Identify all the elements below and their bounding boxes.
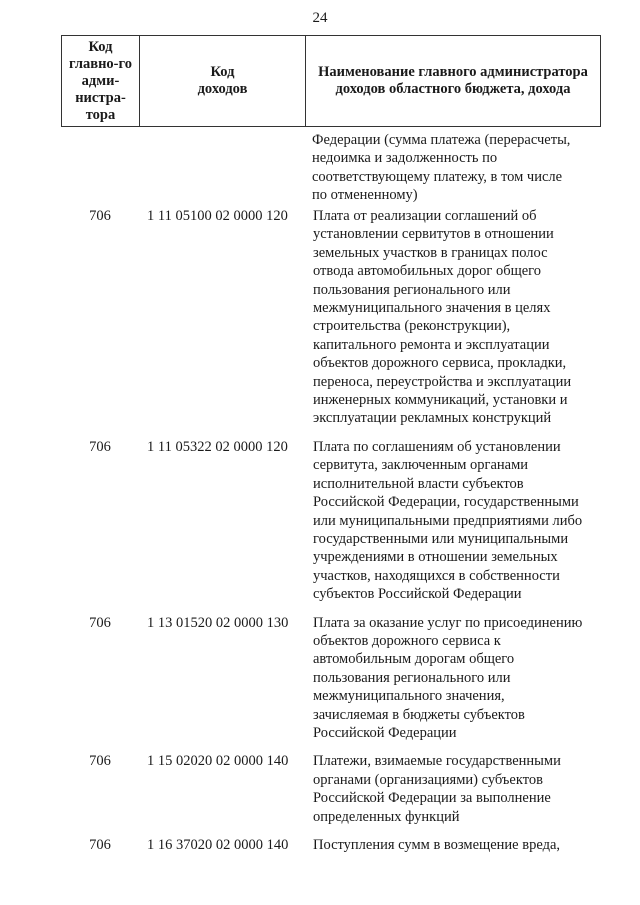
table-body: [61, 207, 601, 864]
row-name: Плата за оказание услуг по присоединению объектов дорожного сервиса к автомобильным дорогам общего пользования регионального или межмуниципального значения, зачисляемая в бюджеты субъектов Российской Федерации: [313, 614, 583, 741]
table-row: [61, 614, 601, 743]
header-name: [306, 36, 600, 126]
row-admin-code: 706: [89, 208, 111, 224]
table-row: [61, 438, 601, 604]
row-admin-code: 706: [89, 753, 111, 770]
row-admin-code: 706: [89, 438, 111, 455]
row-income-code: 1 11 05100 02 0000 120: [147, 208, 288, 224]
row-admin-code: 706: [89, 837, 111, 853]
row-income-code: 1 16 37020 02 0000 140: [147, 837, 289, 853]
row-income-code: 1 15 02020 02 0000 140: [147, 753, 289, 770]
row-admin-code: 706: [89, 614, 111, 631]
table-row: [61, 207, 601, 428]
row-income-code: 1 13 01520 02 0000 130: [147, 614, 289, 631]
header-income-code: [140, 36, 306, 126]
header-income-code-label: Код доходов: [197, 64, 248, 97]
page-number: 24: [312, 10, 328, 26]
table-row: [61, 752, 601, 826]
row-name: Плата от реализации соглашений об установлении сервитутов в отношении земельных участков в границах полос отвода автомобильных дорог общего пользования регионального или межмуниципального значения в целях строительства (реконструкции), капитального ремонта и эксплуатации объектов дорожного сервиса, прокладки, переноса, переустройства и эксплуатации инженерных коммуникаций, установки и эксплуатации рекламных конструкций: [313, 208, 572, 427]
continuation-text: Федерации (сумма платежа (перерасчеты, недоимка и задолженность по соответствующему платежу, в том числе по отмененному): [312, 132, 571, 204]
header-admin-code: [62, 36, 140, 126]
table-row: [61, 836, 601, 854]
row-income-code: 1 11 05322 02 0000 120: [147, 438, 288, 455]
row-name: Плата по соглашениям об установлении сервитута, заключенным органами исполнительной власти субъектов Российской Федерации, государственными или муниципальными предприятиями либо государственными или муниципальными учреждениями в отношении земельных участков, находящихся в собственности субъектов Российской Федерации: [313, 438, 583, 603]
row-name: Поступления сумм в возмещение вреда,: [313, 837, 561, 853]
table-header: [61, 35, 601, 127]
header-name-label: Наименование главного администратора доходов областного бюджета, дохода: [318, 64, 588, 97]
header-admin-code-label: Код главно-го адми-нистра-тора: [69, 38, 132, 123]
row-name: Платежи, взимаемые государственными органами (организациями) субъектов Российской Федерации за выполнение определенных функций: [313, 753, 561, 825]
